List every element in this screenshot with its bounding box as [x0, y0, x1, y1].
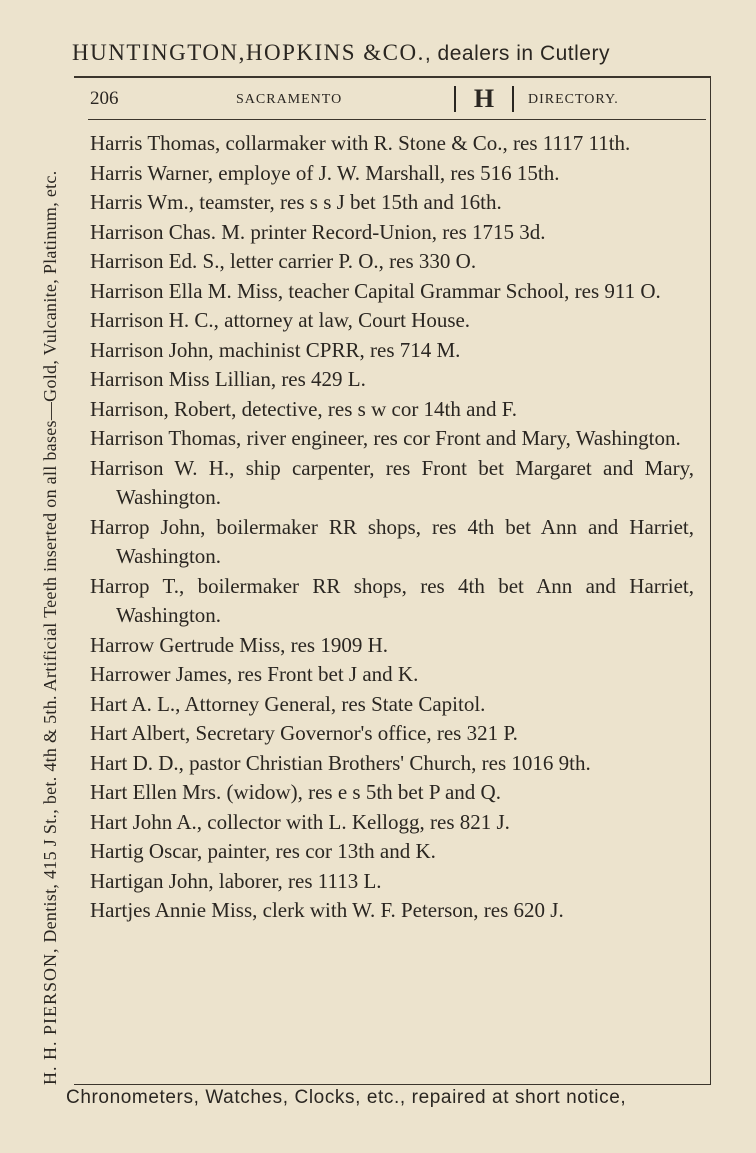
advertiser-name: HUNTINGTON,HOPKINS &CO. [72, 40, 425, 65]
city-label: SACRAMENTO [236, 92, 343, 107]
advertisement-text: Dentist, 415 J St., bet. 4th & 5th. Artificial Teeth inserted on all bases—Gold, Vulcanite, Platinum, etc. [40, 170, 60, 948]
directory-entry: Hart D. D., pastor Christian Brothers' Church, res 1016 9th. [90, 750, 591, 775]
directory-entry: Harrison H. C., attorney at law, Court House. [90, 308, 471, 332]
bottom-advertisement: Chronometers, Watches, Clocks, etc., repaired at short notice, [66, 1087, 627, 1108]
directory-entry: Harrison John, machinist CPRR, res 714 M. [90, 337, 461, 362]
running-head [88, 86, 708, 118]
directory-entry: Hart Albert, Secretary Governor's office, res 321 P. [90, 721, 518, 745]
directory-entry: Harrison Ella M. Miss, teacher Capital Grammar School, res 911 O. [90, 278, 661, 303]
directory-entry: Harrison Chas. M. printer Record-Union, res 1715 3d. [90, 219, 546, 244]
directory-entry: Hart Ellen Mrs. (widow), res e s 5th bet P and Q. [90, 780, 501, 804]
header-divider [88, 119, 706, 120]
directory-entry: Harrison, Robert, detective, res s w cor 14th and F. [90, 396, 517, 421]
directory-entry: Hart John A., collector with L. Kellogg, res 821 J. [90, 809, 510, 834]
directory-entry: Hart A. L., Attorney General, res State Capitol. [90, 691, 486, 716]
page-number: 206 [90, 88, 119, 109]
section-letter: H [454, 86, 514, 112]
directory-entry: Harrison Thomas, river engineer, res cor Front and Mary, Washington. [90, 426, 681, 450]
directory-entry: Harrison Ed. S., letter carrier P. O., res 330 O. [90, 249, 477, 273]
directory-label: DIRECTORY. [528, 92, 619, 107]
side-advertisement [40, 35, 61, 1085]
directory-entries [90, 129, 694, 926]
advertiser-name: H. H. PIERSON, [40, 947, 60, 1085]
directory-entry: Harrow Gertrude Miss, res 1909 H. [90, 632, 389, 657]
directory-entry: Hartigan John, laborer, res 1113 L. [90, 868, 382, 893]
directory-entry: Harrison Miss Lillian, res 429 L. [90, 367, 366, 391]
directory-entry: Harrop T., boilermaker RR shops, res 4th bet Ann and Harriet, Washington. [90, 573, 694, 627]
directory-entry: Harrison W. H., ship carpenter, res Front bet Margaret and Mary, Washington. [90, 455, 694, 509]
directory-entry: Harris Warner, employe of J. W. Marshall, res 516 15th. [90, 160, 560, 185]
advertisement-text: , dealers in Cutlery [424, 42, 610, 65]
directory-entry: Hartig Oscar, painter, res cor 13th and K. [90, 839, 436, 863]
directory-entry: Harrop John, boilermaker RR shops, res 4th bet Ann and Harriet, Washington. [90, 514, 694, 568]
top-advertisement [72, 40, 722, 66]
directory-entry: Hartjes Annie Miss, clerk with W. F. Peterson, res 620 J. [90, 898, 564, 922]
directory-entry: Harrower James, res Front bet J and K. [90, 662, 419, 686]
directory-entry: Harris Wm., teamster, res s s J bet 15th and 16th. [90, 190, 502, 214]
directory-entry: Harris Thomas, collarmaker with R. Stone & Co., res 1117 11th. [90, 131, 631, 155]
